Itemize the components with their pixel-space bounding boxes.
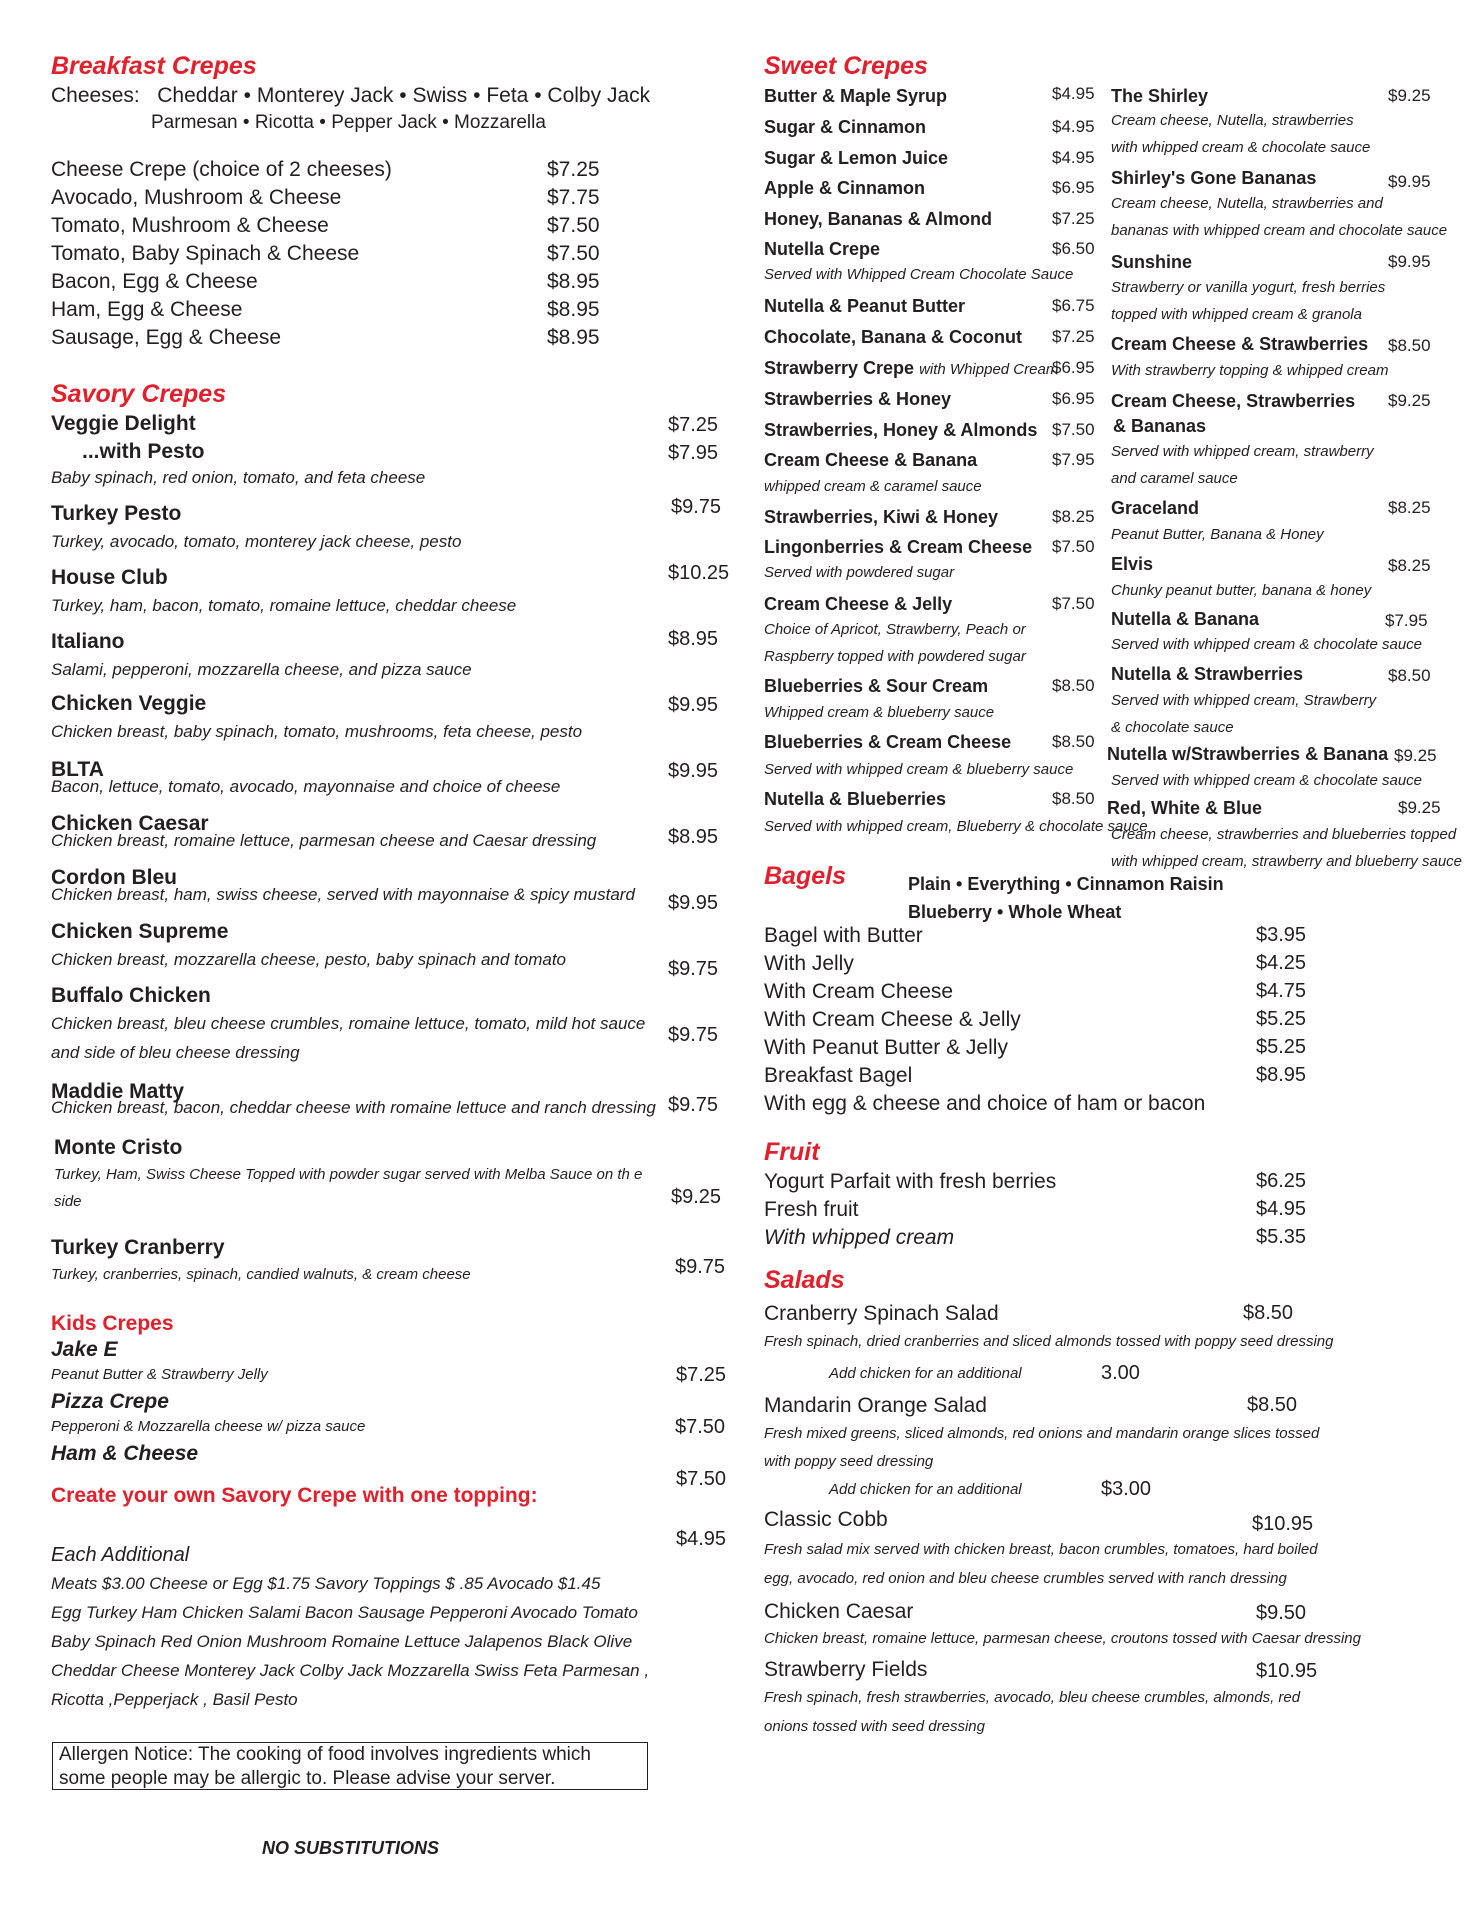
menu-item-desc: Bacon, lettuce, tomato, avocado, mayonnaise and choice of cheese xyxy=(51,777,561,796)
topping-line: Ricotta ,Pepperjack , Basil Pesto xyxy=(51,1690,298,1709)
savory-title: Savory Crepes xyxy=(51,380,227,408)
menu-item-name: Nutella & Peanut Butter xyxy=(764,296,966,316)
menu-item-name: Butter & Maple Syrup xyxy=(764,86,948,106)
menu-item-name: Honey, Bananas & Almond xyxy=(764,209,993,229)
cheese-list-row-2 xyxy=(151,112,546,134)
menu-item-suffix: with Whipped Cream xyxy=(919,361,1059,378)
menu-item-desc: Peanut Butter & Strawberry Jelly xyxy=(51,1366,268,1383)
menu-item-desc: With strawberry topping & whipped cream xyxy=(1111,362,1389,379)
menu-item-price: $10.95 xyxy=(1256,1660,1318,1682)
menu-item-desc: Baby spinach, red onion, tomato, and feta cheese xyxy=(51,468,426,487)
menu-item-price: $9.75 xyxy=(668,1024,719,1046)
breakfast-title: Breakfast Crepes xyxy=(51,52,257,80)
menu-item-name: Fresh fruit xyxy=(764,1198,859,1221)
menu-item-desc-cont: egg, avocado, red onion and bleu cheese crumbles served with ranch dressing xyxy=(764,1570,1287,1587)
menu-item-name: Buffalo Chicken xyxy=(51,984,211,1007)
menu-item-name: Mandarin Orange Salad xyxy=(764,1394,987,1417)
menu-item-price: $7.50 xyxy=(547,242,600,265)
menu-item-name: Nutella & Blueberries xyxy=(764,789,947,809)
menu-item-name: Nutella w/Strawberries & Banana xyxy=(1107,744,1389,764)
menu-item-price: $6.95 xyxy=(1052,358,1095,377)
menu-item-desc: Turkey, cranberries, spinach, candied walnuts, & cream cheese xyxy=(51,1266,471,1283)
menu-item-name: Sugar & Cinnamon xyxy=(764,117,927,137)
menu-item-desc-cont: Raspberry topped with powdered sugar xyxy=(764,648,1026,665)
menu-item-price: $10.25 xyxy=(668,562,730,584)
menu-item-name: Chicken Veggie xyxy=(51,692,207,715)
menu-item-name: Turkey Cranberry xyxy=(51,1236,225,1259)
menu-item-desc: Served with whipped cream & chocolate sauce xyxy=(1111,636,1423,653)
menu-item-desc: Chicken breast, bacon, cheddar cheese with romaine lettuce and ranch dressing xyxy=(51,1098,656,1117)
menu-item-desc: Whipped cream & blueberry sauce xyxy=(764,704,995,721)
menu-item-desc: Chicken breast, mozzarella cheese, pesto, baby spinach and tomato xyxy=(51,950,567,969)
addon-price: $3.00 xyxy=(1101,1478,1152,1500)
cheese-option: Pepper Jack xyxy=(331,112,437,133)
menu-item-name: ...with Pesto xyxy=(82,440,205,463)
allergen-notice xyxy=(52,1742,648,1790)
menu-item-name: Red, White & Blue xyxy=(1107,798,1263,818)
menu-item-desc: Chicken breast, romaine lettuce, parmesan cheese and Caesar dressing xyxy=(51,831,597,850)
menu-item-desc: Chicken breast, ham, swiss cheese, served with mayonnaise & spicy mustard xyxy=(51,885,635,904)
menu-item-name: Classic Cobb xyxy=(764,1508,888,1531)
menu-item-price: $8.95 xyxy=(547,270,600,293)
menu-item-price: $9.25 xyxy=(1394,746,1437,765)
menu-item-name: Jake E xyxy=(51,1338,118,1361)
menu-item-price: $9.95 xyxy=(1388,172,1431,191)
menu-item-price: $9.75 xyxy=(675,1256,726,1278)
menu-item-price: $9.25 xyxy=(671,1186,722,1208)
bullet: • xyxy=(243,84,251,107)
addon-label: Add chicken for an additional xyxy=(829,1481,1022,1498)
menu-item-price: $7.50 xyxy=(676,1468,727,1490)
menu-item-desc: Fresh salad mix served with chicken breast, bacon crumbles, tomatoes, hard boiled xyxy=(764,1541,1318,1558)
menu-item-desc: Turkey, Ham, Swiss Cheese Topped with powder sugar served with Melba Sauce on th e xyxy=(54,1166,643,1183)
menu-item-price: $4.95 xyxy=(1256,1198,1307,1220)
menu-item-desc-cont: onions tossed with seed dressing xyxy=(764,1718,985,1735)
menu-item-desc: Chicken breast, romaine lettuce, parmesan cheese, croutons tossed with Caesar dressing xyxy=(764,1630,1361,1647)
menu-item-price: $7.25 xyxy=(676,1364,727,1386)
menu-item-name: Apple & Cinnamon xyxy=(764,178,925,198)
bullet: • xyxy=(242,112,250,133)
menu-item-price: $8.50 xyxy=(1388,666,1431,685)
menu-item-name: Turkey Pesto xyxy=(51,502,182,525)
menu-item-name xyxy=(764,358,1058,379)
menu-item-desc-cont: with whipped cream, strawberry and blueberry sauce xyxy=(1111,853,1462,870)
menu-item-price: $7.95 xyxy=(1385,611,1428,630)
menu-item-name: Ham, Egg & Cheese xyxy=(51,298,243,321)
menu-item-desc-cont: topped with whipped cream & granola xyxy=(1111,306,1362,323)
menu-item-price: $7.25 xyxy=(1052,327,1095,346)
menu-item-price: $9.25 xyxy=(1398,798,1441,817)
menu-item-desc: Served with powdered sugar xyxy=(764,564,955,581)
menu-item-desc: Cream cheese, Nutella, strawberries xyxy=(1111,112,1354,129)
cheeses-label: Cheeses: xyxy=(51,84,140,107)
menu-item-desc: Peanut Butter, Banana & Honey xyxy=(1111,526,1324,543)
menu-item-name: Cream Cheese & Banana xyxy=(764,450,978,470)
menu-item-price: $8.25 xyxy=(1388,498,1431,517)
bagel-types: Plain • Everything • Cinnamon Raisin xyxy=(908,874,1224,894)
menu-item-name: Cordon Bleu xyxy=(51,866,177,889)
menu-item-desc: Chunky peanut butter, banana & honey xyxy=(1111,582,1372,599)
menu-item-price: $9.95 xyxy=(668,892,719,914)
menu-item-name: Ham & Cheese xyxy=(51,1442,199,1465)
menu-item-price: $4.75 xyxy=(1256,980,1307,1002)
menu-item-price: $9.50 xyxy=(1256,1602,1307,1624)
cheese-option: Feta xyxy=(486,84,529,107)
menu-item-desc: Chicken breast, baby spinach, tomato, mushrooms, feta cheese, pesto xyxy=(51,722,583,741)
menu-item-desc-cont: with poppy seed dressing xyxy=(764,1453,934,1470)
menu-item-price: $6.95 xyxy=(1052,178,1095,197)
menu-item-price: $8.50 xyxy=(1247,1394,1298,1416)
menu-item-price: $8.50 xyxy=(1052,789,1095,808)
bullet: • xyxy=(319,112,326,133)
menu-item-name: Italiano xyxy=(51,630,125,653)
menu-item-price: $7.50 xyxy=(1052,594,1095,613)
each-additional: Each Additional xyxy=(51,1544,190,1566)
menu-item-name: Blueberries & Cream Cheese xyxy=(764,732,1012,752)
menu-item-price: $8.95 xyxy=(1256,1064,1307,1086)
menu-item-price: $6.75 xyxy=(1052,296,1095,315)
menu-item-desc: Cream cheese, Nutella, strawberries and xyxy=(1111,195,1383,212)
menu-item-price: $8.95 xyxy=(668,628,719,650)
menu-item-name: Bacon, Egg & Cheese xyxy=(51,270,258,293)
addon-label: Add chicken for an additional xyxy=(829,1365,1022,1382)
menu-item-price: $5.25 xyxy=(1256,1036,1307,1058)
menu-item-price: $8.50 xyxy=(1388,336,1431,355)
menu-item-price: $7.50 xyxy=(675,1416,726,1438)
kids-title: Kids Crepes xyxy=(51,1312,174,1335)
cheese-option: Colby Jack xyxy=(547,84,651,107)
menu-item-desc-cont: bananas with whipped cream and chocolate sauce xyxy=(1111,222,1448,239)
menu-item-price: $8.50 xyxy=(1052,732,1095,751)
menu-item-price: $8.95 xyxy=(547,298,600,321)
menu-item-name: Chocolate, Banana & Coconut xyxy=(764,327,1023,347)
menu-item-name: With Peanut Butter & Jelly xyxy=(764,1036,1008,1059)
bagels-title: Bagels xyxy=(764,862,846,890)
menu-item-price: $9.95 xyxy=(1388,252,1431,271)
menu-item-price: $9.75 xyxy=(668,958,719,980)
menu-item-desc: Fresh spinach, fresh strawberries, avocado, bleu cheese crumbles, almonds, red xyxy=(764,1689,1301,1706)
menu-item-price: $5.25 xyxy=(1256,1008,1307,1030)
menu-item-price: $7.25 xyxy=(547,158,600,181)
menu-item-price: $9.75 xyxy=(671,496,722,518)
cheese-option: Monterey Jack xyxy=(256,84,394,107)
addon-price: 3.00 xyxy=(1101,1362,1140,1384)
menu-item-desc: Chicken breast, bleu cheese crumbles, romaine lettuce, tomato, mild hot sauce xyxy=(51,1014,646,1033)
menu-item-desc: Served with whipped cream, Blueberry & chocolate sauce xyxy=(764,818,1148,835)
menu-item-name: Cream Cheese & Jelly xyxy=(764,594,953,614)
menu-item-price: $8.25 xyxy=(1388,556,1431,575)
menu-item-name: Nutella & Banana xyxy=(1111,609,1260,629)
menu-item-name: Veggie Delight xyxy=(51,412,196,435)
menu-item-name: Avocado, Mushroom & Cheese xyxy=(51,186,342,209)
menu-item-name: Chicken Caesar xyxy=(51,812,209,835)
topping-line: Egg Turkey Ham Chicken Salami Bacon Sausage Pepperoni Avocado Tomato xyxy=(51,1603,638,1622)
menu-item-price: $7.95 xyxy=(1052,450,1095,469)
menu-item-price: $4.95 xyxy=(1052,117,1095,136)
menu-item-name: Elvis xyxy=(1111,554,1154,574)
menu-item-price: $9.95 xyxy=(668,760,719,782)
menu-item-price: $6.95 xyxy=(1052,389,1095,408)
menu-item-price: $9.25 xyxy=(1388,86,1431,105)
menu-item-name: Breakfast Bagel xyxy=(764,1064,913,1087)
menu-item-price: $8.95 xyxy=(668,826,719,848)
menu-item-price: $7.25 xyxy=(1052,209,1095,228)
menu-item-name: Maddie Matty xyxy=(51,1080,185,1103)
cheese-option: Parmesan xyxy=(151,112,238,133)
menu-item-name: With whipped cream xyxy=(764,1226,955,1249)
menu-item-name: Sugar & Lemon Juice xyxy=(764,148,949,168)
menu-item-name: BLTA xyxy=(51,758,104,781)
menu-item-price: $5.35 xyxy=(1256,1226,1307,1248)
menu-item-desc: Served with whipped cream, strawberry xyxy=(1111,443,1374,460)
menu-item-desc: Fresh spinach, dried cranberries and sliced almonds tossed with poppy seed dressing xyxy=(764,1333,1334,1350)
menu-item-desc-cont: and side of bleu cheese dressing xyxy=(51,1043,300,1062)
menu-item-desc-cont: side xyxy=(54,1193,82,1210)
menu-item-price: $8.95 xyxy=(547,326,600,349)
menu-item-desc: Turkey, avocado, tomato, monterey jack cheese, pesto xyxy=(51,532,462,551)
menu-item-desc: whipped cream & caramel sauce xyxy=(764,478,982,495)
menu-item-name: House Club xyxy=(51,566,168,589)
cheese-option: Cheddar xyxy=(157,84,238,107)
menu-item-desc: Cream cheese, strawberries and blueberries topped xyxy=(1111,826,1457,843)
menu-item-name: Cheese Crepe (choice of 2 cheeses) xyxy=(51,158,392,181)
menu-item-price: $8.50 xyxy=(1243,1302,1294,1324)
menu-item-desc: Turkey, ham, bacon, tomato, romaine lettuce, cheddar cheese xyxy=(51,596,517,615)
menu-item-price: $7.95 xyxy=(668,442,719,464)
menu-item-name: Sunshine xyxy=(1111,252,1193,272)
topping-line: Meats $3.00 Cheese or Egg $1.75 Savory Toppings $ .85 Avocado $1.45 xyxy=(51,1574,601,1593)
create-price: $4.95 xyxy=(676,1528,727,1550)
menu-item-name: Sausage, Egg & Cheese xyxy=(51,326,281,349)
create-title: Create your own Savory Crepe with one topping: xyxy=(51,1484,538,1507)
menu-item-name: Shirley's Gone Bananas xyxy=(1111,168,1317,188)
bullet: • xyxy=(442,112,449,133)
allergen-line: Allergen Notice: The cooking of food involves ingredients which xyxy=(59,1744,591,1765)
menu-item-desc: Pepperoni & Mozzarella cheese w/ pizza sauce xyxy=(51,1418,366,1435)
menu-item-price: $9.25 xyxy=(1388,391,1431,410)
menu-item-name: With Cream Cheese & Jelly xyxy=(764,1008,1021,1031)
fruit-title: Fruit xyxy=(764,1138,820,1166)
menu-item-desc-cont: with whipped cream & chocolate sauce xyxy=(1111,139,1371,156)
menu-item-desc: Salami, pepperoni, mozzarella cheese, and pizza sauce xyxy=(51,660,472,679)
menu-item-price: $7.25 xyxy=(668,414,719,436)
menu-item-name: Strawberries, Honey & Almonds xyxy=(764,420,1038,440)
cheese-option: Mozzarella xyxy=(454,112,546,133)
menu-item-desc: Choice of Apricot, Strawberry, Peach or xyxy=(764,621,1026,638)
menu-item-name: Monte Cristo xyxy=(54,1136,183,1159)
menu-item-name: Lingonberries & Cream Cheese xyxy=(764,537,1033,557)
menu-item-price: $6.50 xyxy=(1052,239,1095,258)
menu-item-price: $8.50 xyxy=(1052,676,1095,695)
menu-item-price: $10.95 xyxy=(1252,1513,1314,1535)
menu-item-desc: Served with whipped cream & blueberry sauce xyxy=(764,761,1074,778)
menu-item-name: Cream Cheese, Strawberries xyxy=(1111,391,1356,411)
menu-item-name: Nutella Crepe xyxy=(764,239,881,259)
cheese-option: Swiss xyxy=(412,84,468,107)
menu-item-name: With Jelly xyxy=(764,952,854,975)
menu-item-desc: Served with whipped cream & chocolate sauce xyxy=(1111,772,1423,789)
menu-item-name: Tomato, Baby Spinach & Cheese xyxy=(51,242,360,265)
menu-item-price: $4.95 xyxy=(1052,148,1095,167)
salads-title: Salads xyxy=(764,1266,845,1294)
menu-item-desc-cont: and caramel sauce xyxy=(1111,470,1238,487)
menu-item-price: $7.50 xyxy=(547,214,600,237)
menu-item-desc: Served with whipped cream, Strawberry xyxy=(1111,692,1377,709)
menu-item-name: With Cream Cheese xyxy=(764,980,954,1003)
menu-item-price: $4.25 xyxy=(1256,952,1307,974)
menu-item-desc: Fresh mixed greens, sliced almonds, red onions and mandarin orange slices tossed xyxy=(764,1425,1320,1442)
menu-item-desc: Served with Whipped Cream Chocolate Sauce xyxy=(764,266,1074,283)
menu-item-price: $4.95 xyxy=(1052,84,1095,103)
menu-item-name: Strawberry Fields xyxy=(764,1658,928,1681)
topping-line: Baby Spinach Red Onion Mushroom Romaine Lettuce Jalapenos Black Olive xyxy=(51,1632,633,1651)
bagel-note: With egg & cheese and choice of ham or bacon xyxy=(764,1092,1206,1115)
menu-item-price: $9.95 xyxy=(668,694,719,716)
menu-item-name: Nutella & Strawberries xyxy=(1111,664,1304,684)
allergen-line: some people may be allergic to. Please advise your server. xyxy=(59,1768,556,1789)
menu-item-price: $7.50 xyxy=(1052,420,1095,439)
menu-item-price: $6.25 xyxy=(1256,1170,1307,1192)
menu-item-name-cont: & Bananas xyxy=(1113,416,1207,436)
menu-item-name: Chicken Supreme xyxy=(51,920,229,943)
menu-item-name: Graceland xyxy=(1111,498,1200,518)
menu-item-name: The Shirley xyxy=(1111,86,1209,106)
bullet: • xyxy=(399,84,407,107)
menu-item-price: $7.75 xyxy=(547,186,600,209)
bagel-types: Blueberry • Whole Wheat xyxy=(908,902,1122,922)
menu-item-price: $7.50 xyxy=(1052,537,1095,556)
cheese-list-row-1 xyxy=(51,84,650,108)
topping-line: Cheddar Cheese Monterey Jack Colby Jack Mozzarella Swiss Feta Parmesan , xyxy=(51,1661,650,1680)
bullet: • xyxy=(534,84,542,107)
no-substitutions: NO SUBSTITUTIONS xyxy=(262,1838,440,1858)
menu-item-name: Cranberry Spinach Salad xyxy=(764,1302,999,1325)
menu-item-price: $8.25 xyxy=(1052,507,1095,526)
menu-item-price: $9.75 xyxy=(668,1094,719,1116)
menu-item-name: Chicken Caesar xyxy=(764,1600,914,1623)
menu-item-name: Pizza Crepe xyxy=(51,1390,169,1413)
menu-item-name: Bagel with Butter xyxy=(764,924,923,947)
menu-item-name: Yogurt Parfait with fresh berries xyxy=(764,1170,1057,1193)
menu-item-price: $3.95 xyxy=(1256,924,1307,946)
menu-item-name: Tomato, Mushroom & Cheese xyxy=(51,214,329,237)
sweet-title: Sweet Crepes xyxy=(764,52,928,80)
menu-item-name: Blueberries & Sour Cream xyxy=(764,676,989,696)
bullet: • xyxy=(473,84,481,107)
menu-item-name-text: Strawberry Crepe xyxy=(764,358,915,378)
menu-item-desc: Strawberry or vanilla yogurt, fresh berries xyxy=(1111,279,1386,296)
cheese-option: Ricotta xyxy=(254,112,314,133)
menu-item-name: Cream Cheese & Strawberries xyxy=(1111,334,1369,354)
menu-item-name: Strawberries, Kiwi & Honey xyxy=(764,507,999,527)
menu-item-desc-cont: & chocolate sauce xyxy=(1111,719,1234,736)
menu-item-name: Strawberries & Honey xyxy=(764,389,952,409)
